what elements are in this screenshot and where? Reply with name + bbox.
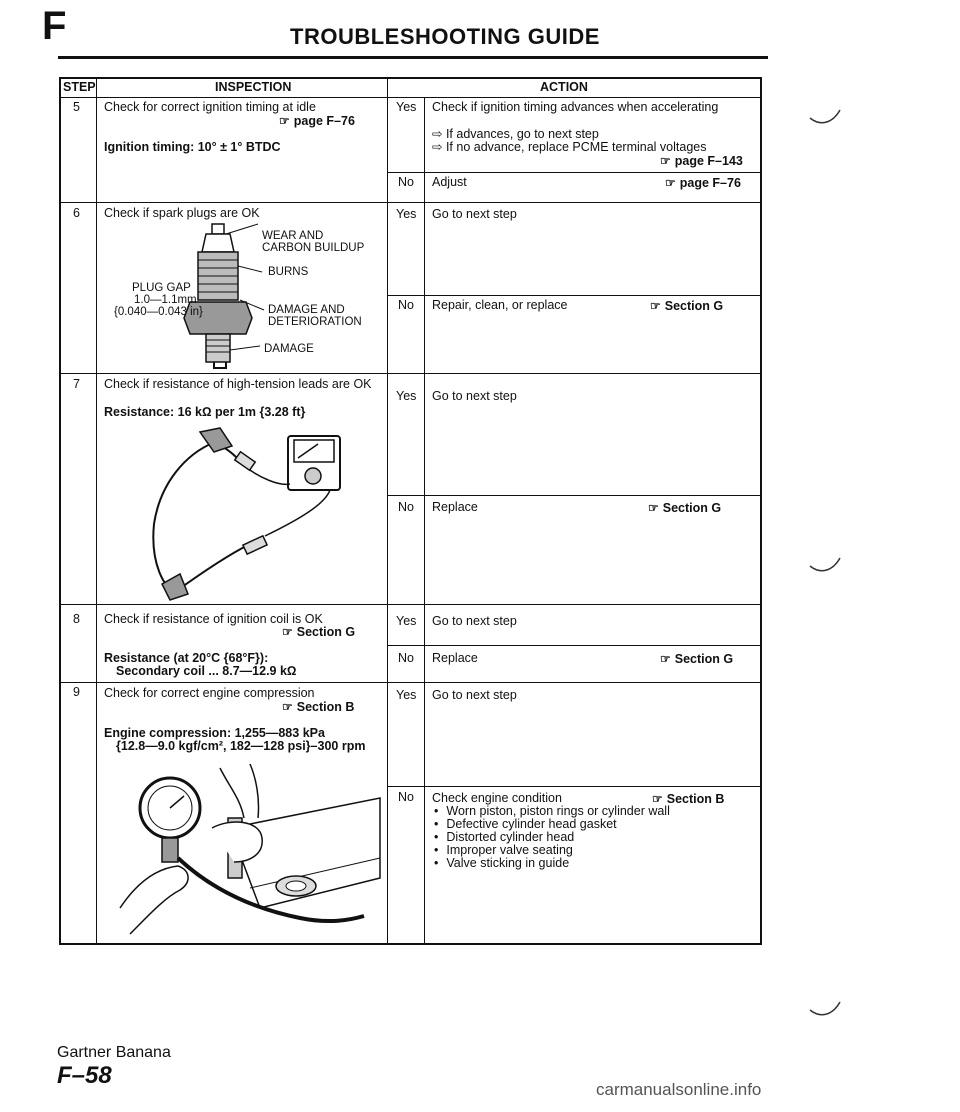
pointing-hand-icon: ☞ <box>282 625 293 639</box>
yes-label: Yes <box>396 688 417 702</box>
footer-credit: Gartner Banana <box>57 1044 171 1061</box>
step-inspection: Check for correct ignition timing at idle <box>104 100 316 114</box>
high-tension-lead-figure <box>140 424 350 602</box>
header-rule <box>58 56 768 59</box>
no-label: No <box>398 500 414 514</box>
no-action: Replace <box>432 651 478 665</box>
yes-sub-no-advance: ⇨ If no advance, replace PCME terminal voltages <box>432 140 707 154</box>
cause-list <box>432 805 670 870</box>
yes-label: Yes <box>396 207 417 221</box>
cause-item: • Valve sticking in guide <box>432 857 670 870</box>
step-inspection: Check if resistance of ignition coil is OK <box>104 612 323 626</box>
yes-action: Go to next step <box>432 688 517 702</box>
step-spec: Resistance: 16 kΩ per 1m {3.28 ft} <box>104 405 306 419</box>
section-letter: F <box>42 4 67 48</box>
step-spec-1: Resistance (at 20°C {68°F}): <box>104 651 269 665</box>
cause-item: • Defective cylinder head gasket <box>432 818 670 831</box>
margin-mark <box>808 556 842 576</box>
page-number: F–58 <box>57 1062 112 1089</box>
cause-item: • Improper valve seating <box>432 844 670 857</box>
step-spec-2: {12.8—9.0 kgf/cm², 182—128 psi}–300 rpm <box>116 739 366 753</box>
cause-item: • Distorted cylinder head <box>432 831 670 844</box>
header-action: ACTION <box>540 80 588 94</box>
label-damage: DAMAGE <box>264 343 314 355</box>
step-inspection: Check if resistance of high-tension leads are OK <box>104 377 372 391</box>
yes-label: Yes <box>396 389 417 403</box>
section-reference: ☞ Section B <box>652 792 725 806</box>
step-number: 7 <box>73 377 80 391</box>
yes-action: Check if ignition timing advances when accelerating <box>432 100 719 114</box>
step-number: 5 <box>73 100 80 114</box>
page-title: TROUBLESHOOTING GUIDE <box>290 24 600 49</box>
yes-action: Go to next step <box>432 207 517 221</box>
compression-gauge-figure <box>100 758 384 940</box>
page-reference: ☞ page F–143 <box>660 154 743 168</box>
step-spec: Ignition timing: 10° ± 1° BTDC <box>104 140 281 154</box>
step-spec-1: Engine compression: 1,255—883 kPa <box>104 726 325 740</box>
yes-action: Go to next step <box>432 614 517 628</box>
yes-label: Yes <box>396 614 417 628</box>
label-damage-and: DAMAGE AND <box>268 304 345 316</box>
pointing-hand-icon: ☞ <box>648 501 659 515</box>
no-label: No <box>398 175 414 189</box>
section-reference: ☞ Section G <box>648 501 722 515</box>
label-gap-mm: 1.0—1.1mm <box>134 294 197 306</box>
no-label: No <box>398 298 414 312</box>
no-action: Check engine condition <box>432 791 562 805</box>
label-deterioration: DETERIORATION <box>268 316 362 328</box>
step-number: 9 <box>73 685 80 699</box>
step-spec-2: Secondary coil ... 8.7—12.9 kΩ <box>116 664 297 678</box>
cause-item: • Worn piston, piston rings or cylinder wall <box>432 805 670 818</box>
label-gap-in: {0.040—0.043 in} <box>114 306 203 318</box>
margin-mark <box>808 108 842 128</box>
step-number: 6 <box>73 206 80 220</box>
yes-label: Yes <box>396 100 417 114</box>
page-reference: ☞ page F–76 <box>665 176 741 190</box>
section-reference: ☞ Section G <box>282 625 356 639</box>
section-reference: ☞ Section G <box>650 299 724 313</box>
yes-sub-advance: ⇨ If advances, go to next step <box>432 127 599 141</box>
label-burns: BURNS <box>268 266 309 278</box>
pointing-hand-icon: ☞ <box>660 154 671 168</box>
step-inspection: Check if spark plugs are OK <box>104 206 260 220</box>
pointing-hand-icon: ☞ <box>665 176 676 190</box>
no-action: Replace <box>432 500 478 514</box>
no-action: Adjust <box>432 175 467 189</box>
pointing-hand-icon: ☞ <box>282 700 293 714</box>
no-label: No <box>398 790 414 804</box>
no-action: Repair, clean, or replace <box>432 298 568 312</box>
label-wear: WEAR AND <box>262 230 324 242</box>
section-reference: ☞ Section B <box>282 700 355 714</box>
label-plug-gap: PLUG GAP <box>132 282 191 294</box>
label-carbon: CARBON BUILDUP <box>262 242 365 254</box>
page-reference: ☞ page F–76 <box>279 114 355 128</box>
header-step: STEP <box>63 80 96 94</box>
pointing-hand-icon: ☞ <box>652 792 663 806</box>
watermark: carmanualsonline.info <box>596 1080 762 1099</box>
pointing-hand-icon: ☞ <box>279 114 290 128</box>
header-inspection: INSPECTION <box>215 80 292 94</box>
pointing-hand-icon: ☞ <box>660 652 671 666</box>
yes-action: Go to next step <box>432 389 517 403</box>
pointing-hand-icon: ☞ <box>650 299 661 313</box>
no-label: No <box>398 651 414 665</box>
margin-mark <box>808 1000 842 1020</box>
step-inspection: Check for correct engine compression <box>104 686 315 700</box>
step-number: 8 <box>73 612 80 626</box>
section-reference: ☞ Section G <box>660 652 734 666</box>
